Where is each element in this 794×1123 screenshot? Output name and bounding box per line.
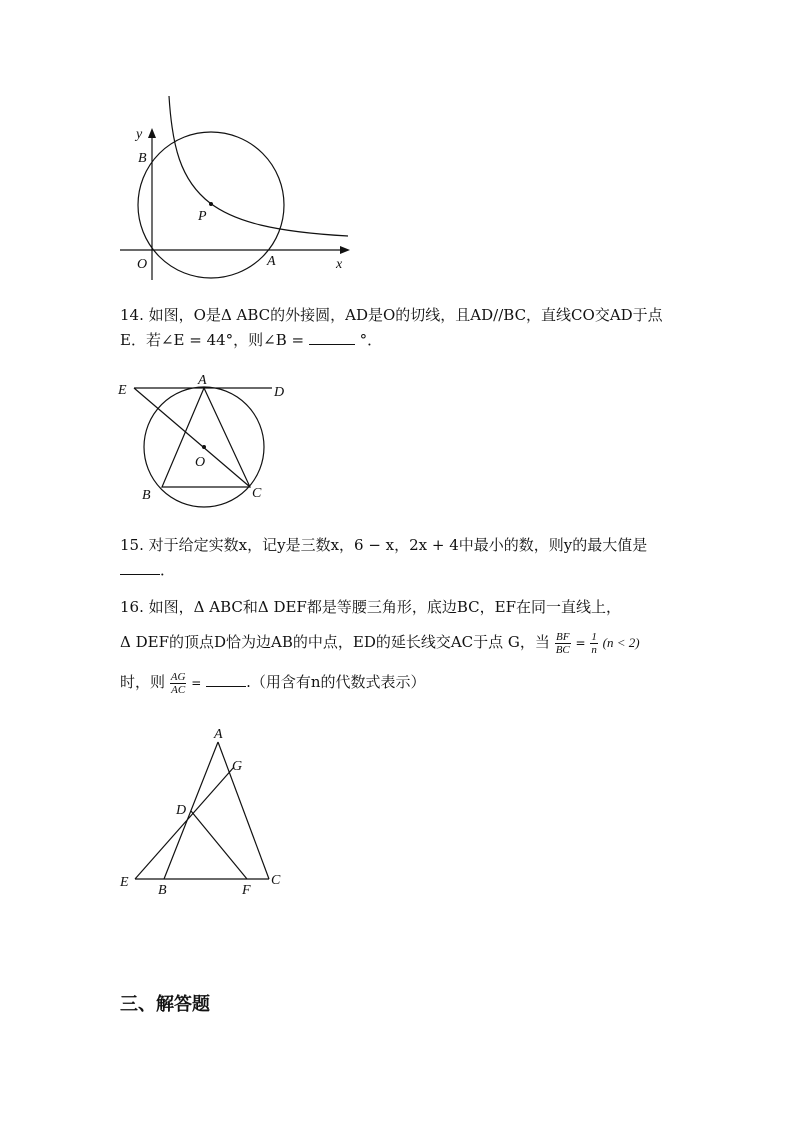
condition-n: (n < 2) (602, 635, 640, 650)
fraction-1-n (590, 631, 598, 656)
line-eg (135, 767, 234, 879)
q15-text2: ． (160, 561, 176, 579)
label-a: A (198, 373, 207, 388)
q14-line1 (120, 305, 663, 325)
label-d: D (176, 803, 187, 818)
frac-bc: BC (555, 643, 570, 656)
label-p: P (198, 209, 207, 224)
q16-answer-blank[interactable] (206, 672, 246, 687)
q15-number: 15. (120, 536, 144, 554)
label-e: E (120, 875, 129, 890)
q16-line1 (120, 597, 621, 617)
frac-1: 1 (591, 630, 597, 643)
q15-line1 (120, 535, 647, 555)
label-g: G (232, 759, 243, 774)
q16-text1: 如图，Δ ABC和Δ DEF都是等腰三角形，底边BC，EF在同一直线上， (148, 598, 621, 616)
label-d: D (274, 385, 285, 400)
q16-text3a: 时，则 (120, 673, 166, 691)
line-ec (134, 388, 250, 487)
label-b: B (158, 883, 167, 898)
side-ac (218, 742, 269, 879)
q14-text1: 如图，O是Δ ABC的外接圆，AD是O的切线，且AD//BC，直线CO交AD于点 (148, 306, 663, 324)
q16-text3b: .（用含有n的代数式表示） (246, 673, 426, 691)
q16-line2 (120, 625, 640, 659)
y-axis-arrow-icon (148, 128, 156, 138)
section-heading: 三、解答题 (120, 994, 210, 1015)
frac-n: n (591, 643, 597, 656)
label-f: F (242, 883, 251, 898)
x-axis-arrow-icon (340, 246, 350, 254)
q14-answer-blank[interactable] (309, 330, 355, 345)
label-b: B (142, 488, 151, 503)
equals-sign: = (575, 636, 586, 650)
q16-number: 16. (120, 598, 144, 616)
label-a: A (214, 727, 223, 742)
figure-isosceles-triangles (112, 722, 302, 902)
label-a: A (267, 254, 276, 269)
frac-bf: BF (555, 630, 570, 643)
equals-sign-2: = (191, 676, 202, 690)
label-o: O (137, 257, 148, 272)
q15-answer-blank[interactable] (120, 560, 160, 575)
hyperbola-curve (169, 96, 348, 236)
frac-ac: AC (171, 683, 186, 696)
point-p (209, 202, 213, 206)
q14-line2 (120, 330, 382, 350)
label-y: y (136, 127, 143, 142)
fraction-ag-ac (170, 671, 187, 696)
figure-circle-hyperbola (110, 90, 370, 280)
side-ab (164, 742, 218, 879)
side-df (191, 811, 247, 879)
frac-ag: AG (170, 670, 186, 683)
fraction-bf-bc (555, 631, 571, 656)
q16-text2a: Δ DEF的顶点D恰为边AB的中点，ED的延长线交AC于点 G，当 (120, 633, 550, 651)
q15-text1: 对于给定实数x，记y是三数x，6 − x，2x + 4中最小的数，则y的最大值是 (148, 536, 648, 554)
q14-text2a: E．若∠E = 44°，则∠B = (120, 331, 305, 349)
center-o (202, 445, 206, 449)
q16-line3 (120, 665, 426, 699)
figure-circumcircle (112, 368, 302, 508)
label-c: C (252, 486, 262, 501)
q15-line2 (120, 560, 175, 580)
label-b: B (138, 151, 147, 166)
q14-number: 14. (120, 306, 144, 324)
label-e: E (118, 383, 127, 398)
triangle-abc (162, 388, 250, 487)
label-o: O (195, 455, 206, 470)
label-x: x (336, 257, 343, 272)
label-c: C (271, 873, 281, 888)
q14-text2b: °． (359, 331, 383, 349)
